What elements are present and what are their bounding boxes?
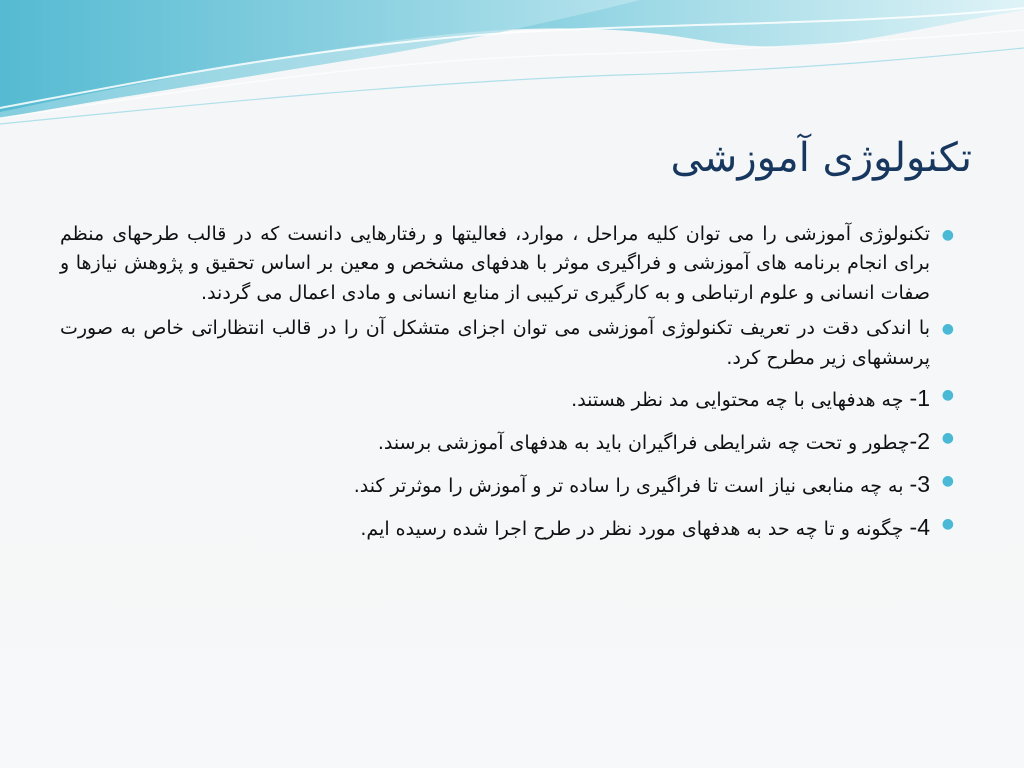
question-item-1 bbox=[60, 379, 956, 418]
bullet-dot-icon: ● bbox=[941, 430, 954, 447]
bullet-paragraph-definition bbox=[60, 220, 956, 308]
bullet-paragraph-intro bbox=[60, 314, 956, 373]
question-number: 3- bbox=[909, 471, 930, 498]
question-text: چطور و تحت چه شرایطی فراگیران باید به هدفهای آموزشی برسند. bbox=[377, 432, 910, 455]
question-number: 1- bbox=[909, 385, 930, 412]
bullet-list bbox=[60, 220, 956, 548]
question-text: چگونه و تا چه حد به هدفهای مورد نظر در طرح اجرا شده رسیده ایم. bbox=[360, 518, 910, 541]
question-item-3 bbox=[60, 465, 956, 504]
wave-front bbox=[0, 0, 640, 118]
bullet-dot-icon: ● bbox=[941, 516, 954, 533]
question-item-4 bbox=[60, 508, 956, 547]
question-text: چه هدفهایی با چه محتوایی مد نظر هستند. bbox=[571, 389, 910, 412]
bullet-text: تکنولوژی آموزشی را می توان کلیه مراحل ، موارد، فعالیتها و رفتارهایی دانست که در قالب طرحهای منظم برای انجام برنامه های آموزشی و فراگیری موثر با هدفهای مشخص و معین بر اساس تحقیق و پژوهش نیازها و صفات انسانی و علوم ارتباطی و به کارگیری ترکیبی از منابع انسانی و مادی اعمال می گردند. bbox=[60, 223, 930, 304]
question-number: 2- bbox=[909, 428, 930, 455]
bullet-dot-icon: ● bbox=[941, 473, 954, 490]
slide-title: تکنولوژی آموزشی bbox=[670, 135, 972, 181]
bullet-dot-icon: ● bbox=[941, 387, 954, 404]
slide-content bbox=[60, 220, 956, 708]
bullet-dot-icon: ● bbox=[941, 321, 954, 338]
wave-header-decoration bbox=[0, 0, 1024, 130]
question-text: به چه منابعی نیاز است تا فراگیری را ساده تر و آموزش را موثرتر کند. bbox=[353, 475, 910, 498]
bullet-dot-icon: ● bbox=[941, 227, 954, 243]
question-item-2 bbox=[60, 422, 956, 461]
question-number: 4- bbox=[909, 514, 930, 541]
bullet-text: با اندکی دقت در تعریف تکنولوژی آموزشی می توان اجزای متشکل آن را در قالب انتظاراتی خاص به صورت پرسشهای زیر مطرح کرد. bbox=[60, 317, 930, 369]
